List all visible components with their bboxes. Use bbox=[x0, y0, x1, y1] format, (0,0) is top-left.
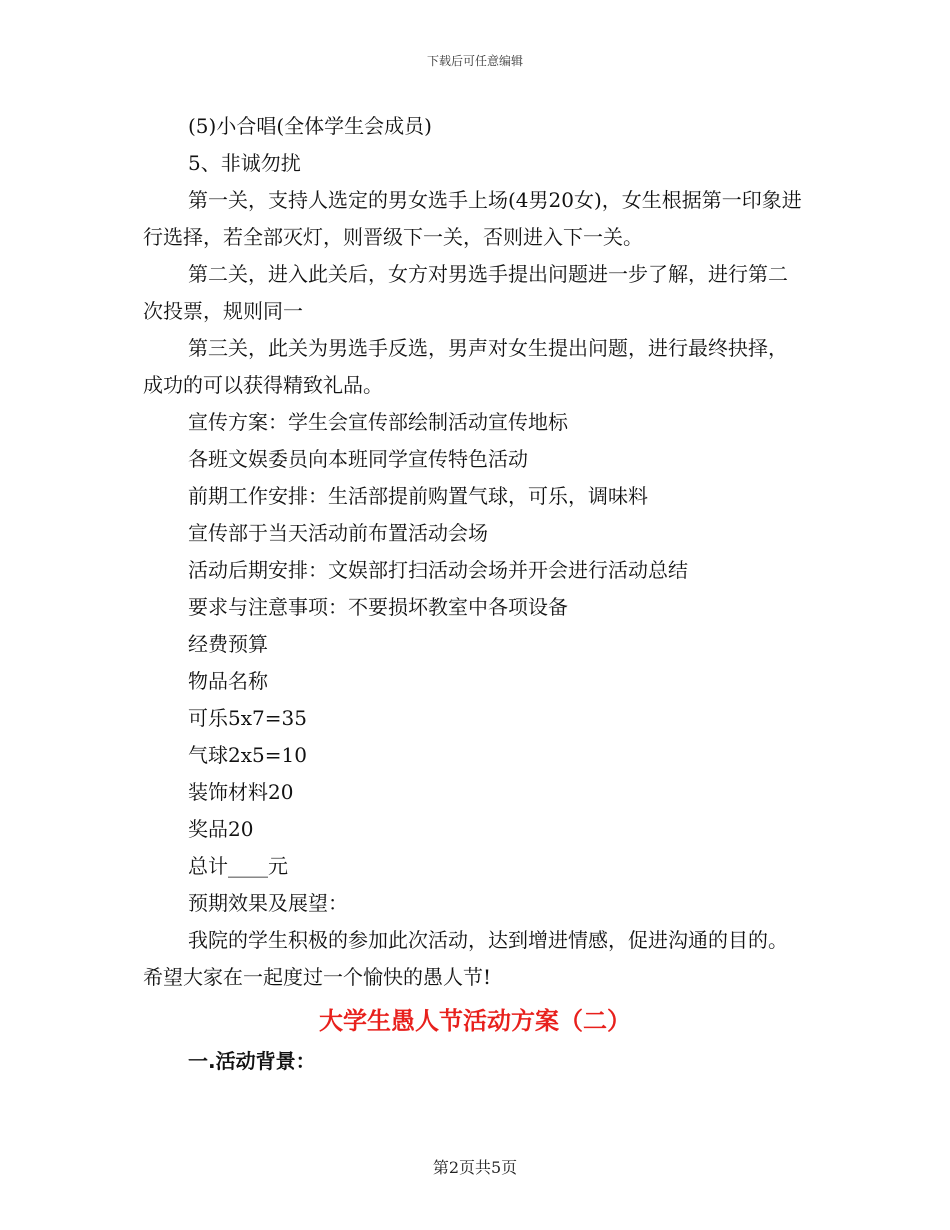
list-item: 预期效果及展望： bbox=[188, 891, 348, 915]
list-item: 宣传部于当天活动前布置活动会场 bbox=[188, 521, 488, 545]
list-item: 物品名称 bbox=[188, 669, 268, 693]
paragraph: 第一关，支持人选定的男女选手上场(4男20女)，女生根据第一印象进行选择，若全部灭灯，则晋级下一关，否则进入下一关。 bbox=[143, 188, 802, 249]
list-item: 活动后期安排：文娱部打扫活动会场并开会进行活动总结 bbox=[188, 558, 688, 582]
paragraph: 第三关，此关为男选手反选，男声对女生提出问题，进行最终抉择，成功的可以获得精致礼品。 bbox=[143, 336, 788, 397]
list-item: 宣传方案：学生会宣传部绘制活动宣传地标 bbox=[188, 410, 568, 434]
subsection-heading: 一.活动背景： bbox=[188, 1049, 316, 1073]
list-item: 5、非诚勿扰 bbox=[188, 151, 301, 175]
list-item: 前期工作安排：生活部提前购置气球，可乐，调味料 bbox=[188, 484, 648, 508]
document-body bbox=[143, 108, 803, 996]
page-footer: 第2页共5页 bbox=[432, 1158, 518, 1177]
list-item: 气球2x5=10 bbox=[188, 743, 307, 767]
list-item: 可乐5x7=35 bbox=[188, 706, 307, 730]
paragraph: 第二关，进入此关后，女方对男选手提出问题进一步了解，进行第二次投票，规则同一 bbox=[143, 262, 788, 323]
page-header: 下载后可任意编辑 bbox=[426, 54, 523, 68]
list-item: (5)小合唱(全体学生会成员) bbox=[188, 114, 432, 138]
list-item: 总计____元 bbox=[188, 854, 288, 878]
list-item: 装饰材料20 bbox=[188, 780, 294, 804]
closing-paragraph: 我院的学生积极的参加此次活动，达到增进情感，促进沟通的目的。希望大家在一起度过一个愉快的愚人节! bbox=[143, 928, 788, 989]
list-item: 奖品20 bbox=[188, 817, 254, 841]
list-item: 经费预算 bbox=[188, 632, 268, 656]
list-item: 各班文娱委员向本班同学宣传特色活动 bbox=[188, 447, 528, 471]
list-item: 要求与注意事项：不要损坏教室中各项设备 bbox=[188, 595, 568, 619]
section-title: 大学生愚人节活动方案（二） bbox=[319, 1006, 631, 1035]
